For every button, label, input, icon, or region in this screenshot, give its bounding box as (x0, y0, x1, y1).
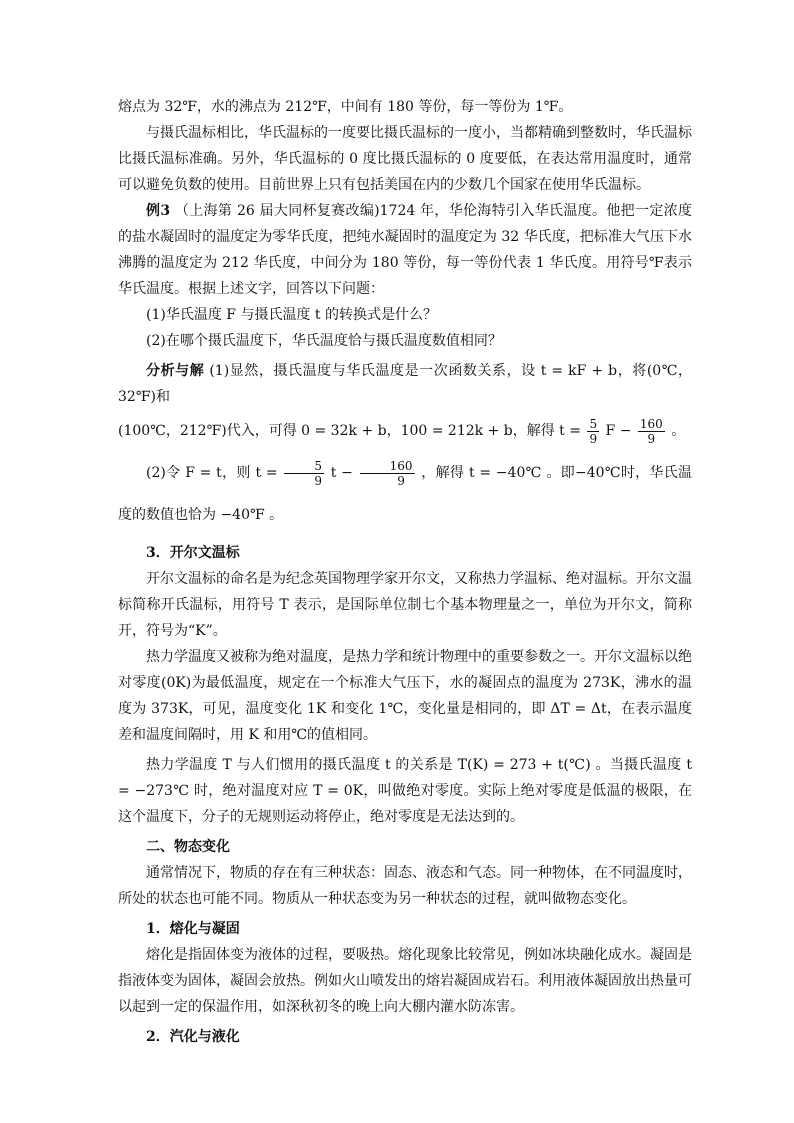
document-page (118, 94, 692, 1050)
fraction (587, 417, 599, 446)
example-3 (118, 198, 692, 302)
question-1: (1)华氏温度 F 与摄氏温度 t 的转换式是什么？ (146, 307, 437, 323)
paragraph-fahrenheit-compare: 与摄氏温标相比，华氏温标的一度要比摄氏温标的一度小，当都精确到整数时，华氏温标比摄氏温标准确。另外，华氏温标的 0 度比摄氏温标的 0 度要低，在表达常用温度时，通常可以避免负数的使用。目前世界上只有包括美国在内的少数几个国家在使用华氏温标。 (118, 125, 692, 193)
solution-text-2: (100℃，212℉)代入，可得 0 = 32k + b，100 = 212k + b，解得 t = (118, 423, 581, 439)
heading-vaporization-liquefaction: 2．汽化与液化 (146, 1029, 240, 1045)
denominator: 9 (314, 473, 322, 488)
solution-label: 分析与解 (146, 363, 205, 379)
paragraph-absolute-zero: 热力学温度 T 与人们惯用的摄氏温度 t 的关系是 T(K) = 273 + t(℃) 。当摄氏温度 t = −273℃ 时，绝对温度对应 T = 0K，叫做绝对零度。实际上绝对零度是低温的极限，在这个温度下，分子的无规则运动将停止，绝对零度是无法达到的。 (118, 757, 692, 825)
numerator: 160 (639, 416, 663, 431)
question-2: (2)在哪个摄氏温度下，华氏温度恰与摄氏温度数值相同？ (146, 333, 502, 349)
solution-end-2: ，解得 t = −40℃ 。即−40℃时，华氏温度的数值也恰为 −40℉ 。 (118, 465, 693, 523)
solution-text-1: (1)显然，摄氏温度与华氏温度是一次函数关系，设 t = kF + b，将(0℃，32℉)和 (118, 363, 693, 405)
paragraph-kelvin-intro: 开尔文温标的命名是为纪念英国物理学家开尔文，又称热力学温标、绝对温标。开尔文温标简称开氏温标，用符号 T 表示，是国际单位制七个基本物理量之一，单位为开尔文，简称开，符号为“K”。 (118, 571, 692, 639)
solution-mid-2: t − (330, 465, 353, 481)
numerator: 160 (360, 459, 415, 474)
example-text: （上海第 26 届大同杯复赛改编)1724 年，华伦海特引入华氏温度。他把一定浓度的盐水凝固时的温度定为零华氏度，把纯水凝固时的温度定为 32 华氏度，把标准大气压下水沸腾的温度定为 212 华氏度，中间分为 180 等份，每一等份代表 1 华氏度。用符号℉表示华氏温度。根据上述文字，回答以下问题： (118, 203, 692, 297)
denominator: 9 (397, 473, 405, 488)
paragraph-melting: 熔化是指固体变为液体的过程，要吸热。熔化现象比较常见，例如冰块融化成水。凝固是指液体变为固体，凝固会放热。例如火山喷发出的熔岩凝固成岩石。利用液体凝固放出热量可以起到一定的保温作用，如深秋初冬的晚上向大棚内灌水防冻害。 (118, 947, 692, 1015)
denominator: 9 (647, 431, 656, 446)
heading-kelvin-scale: 3．开尔文温标 (146, 545, 240, 561)
fraction (284, 459, 324, 488)
solution-line-1 (118, 358, 692, 410)
numerator: 5 (589, 416, 598, 431)
heading-state-change: 二、物态变化 (146, 839, 230, 855)
solution-end-1: 。 (671, 423, 686, 439)
fraction (360, 459, 415, 488)
example-label: 例3 (146, 203, 171, 219)
solution-text-3: (2)令 F = t，则 t = (146, 465, 278, 481)
paragraph-thermodynamic-temperature: 热力学温度又被称为绝对温度，是热力学和统计物理中的重要参数之一。开尔文温标以绝对零度(0K)为最低温度，规定在一个标准大气压下，水的凝固点的温度为 273K，沸水的温度为 373K，可见，温度变化 1K 和变化 1℃，变化量是相同的，即 ΔT = Δt，在表示温度差和温度间隔时，用 K 和用℃的值相同。 (118, 649, 692, 743)
paragraph-three-states: 通常情况下，物质的存在有三种状态：固态、液态和气态。同一种物体，在不同温度时，所处的状态也可能不同。物质从一种状态变为另一种状态的过程，就叫做物态变化。 (118, 865, 692, 907)
fraction (638, 417, 665, 446)
numerator: 5 (284, 459, 324, 474)
solution-line-2 (118, 410, 692, 452)
solution-line-3 (118, 452, 692, 536)
solution-mid-1: F − (605, 423, 632, 439)
paragraph-fahrenheit-points: 熔点为 32℉，水的沸点为 212℉，中间有 180 等份，每一等份为 1℉。 (118, 99, 573, 115)
heading-melting-solidification: 1．熔化与凝固 (146, 921, 240, 937)
denominator: 9 (589, 431, 598, 446)
